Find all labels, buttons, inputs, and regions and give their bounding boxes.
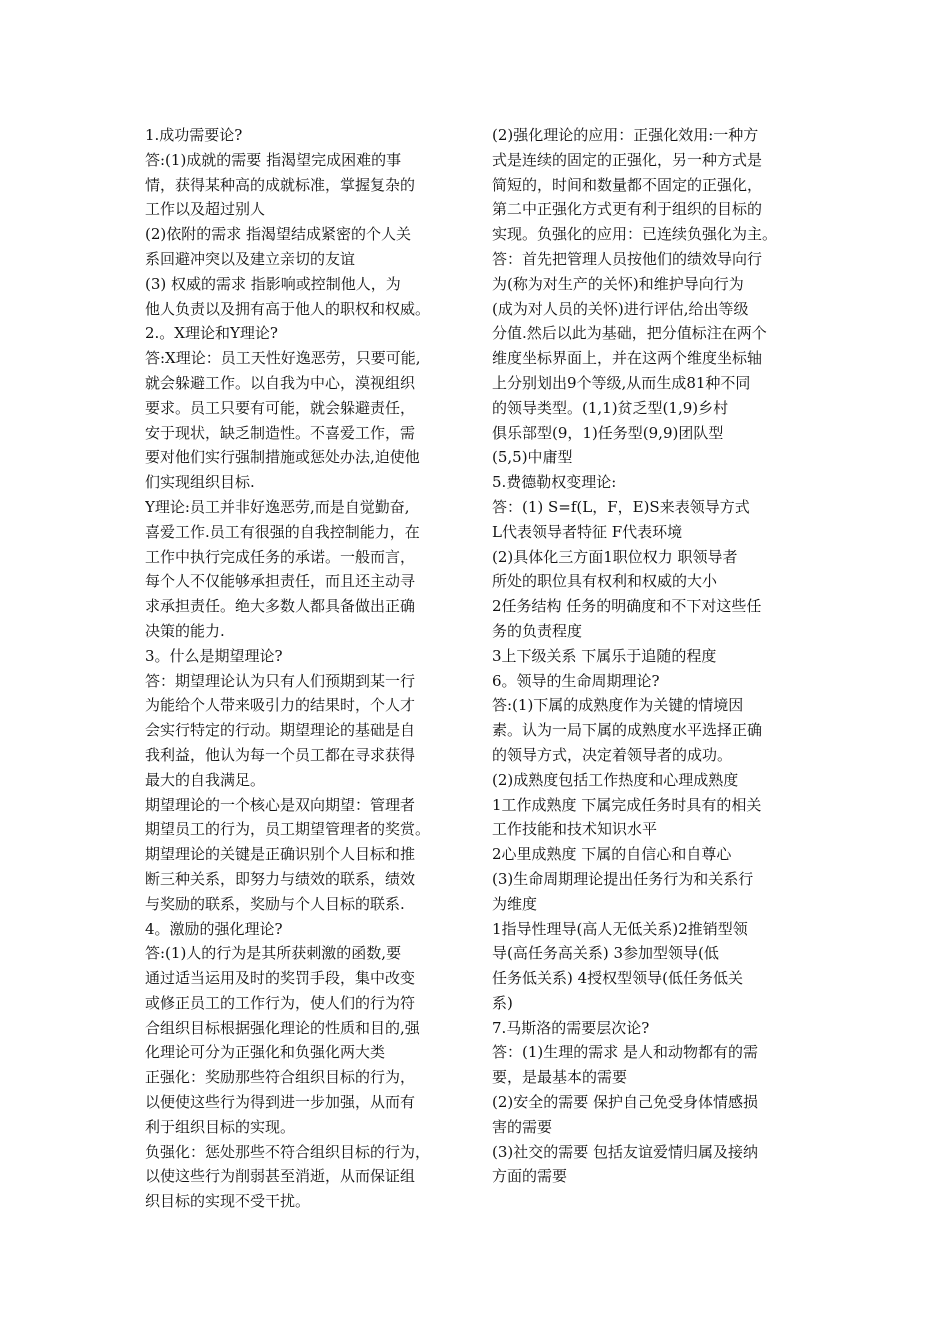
right-text-line: 简短的，时间和数量都不固定的正强化， — [492, 175, 763, 194]
right-text-line: 导(高任务高关系) 3参加型领导(低 — [492, 944, 719, 963]
right-text-line: 答：(1) S=f(L，F，E)S来表领导方式 — [492, 497, 750, 516]
right-text-line: 素。认为一局下属的成熟度水平选择正确 — [492, 721, 763, 740]
right-text-line: 所处的职位具有权利和权威的大小 — [492, 572, 718, 591]
right-text-line: (2)安全的需要 保护自己免受身体情感损 — [492, 1093, 759, 1112]
left-text-line: 4。激励的强化理论? — [145, 919, 283, 938]
right-text-line: 答：(1)生理的需求 是人和动物都有的需 — [492, 1043, 759, 1062]
right-text-line: 俱乐部型(9，1)任务型(9,9)团队型 — [492, 423, 724, 442]
right-text-line: 2任务结构 任务的明确度和不下对这些任 — [492, 597, 762, 616]
right-text-line: 答：首先把管理人员按他们的绩效导向行 — [492, 249, 763, 268]
left-text-line: 期望理论的一个核心是双向期望：管理者 — [145, 795, 416, 814]
right-text-line: 要，是最基本的需要 — [492, 1068, 628, 1087]
right-text-line: 方面的需要 — [492, 1167, 568, 1186]
right-text-line: (3)社交的需要 包括友谊爱情归属及接纳 — [492, 1142, 759, 1161]
left-text-line: 工作以及超过别人 — [145, 200, 266, 219]
right-text-line: 3上下级关系 下属乐于追随的程度 — [492, 646, 717, 665]
right-text-line: 分值.然后以此为基础，把分值标注在两个 — [492, 324, 767, 343]
right-text-line: 答:(1)下属的成熟度作为关键的情境因 — [492, 696, 744, 715]
right-text-line: 上分别划出9个等级,从而生成81种不同 — [492, 373, 751, 392]
left-text-line: 利于组织目标的实现。 — [145, 1117, 296, 1136]
right-text-line: 为维度 — [492, 894, 538, 913]
right-text-line: 的领导方式，决定着领导者的成功。 — [492, 745, 733, 764]
left-text-line: 与奖励的联系，奖励与个人目标的联系. — [145, 894, 405, 913]
right-text-line: 1工作成熟度 下属完成任务时具有的相关 — [492, 795, 762, 814]
left-text-column — [145, 123, 480, 1214]
left-text-line: Y理论:员工并非好逸恶劳,而是自觉勤奋, — [145, 497, 410, 516]
left-text-line: 求承担责任。绝大多数人都具备做出正确 — [145, 597, 416, 616]
left-text-line: 期望理论的关键是正确识别个人目标和推 — [145, 845, 416, 864]
left-text-line: 答:X理论：员工天性好逸恶劳，只要可能, — [145, 349, 421, 368]
right-text-line: (3)生命周期理论提出任务行为和关系行 — [492, 869, 754, 888]
left-text-line: 1.成功需要论? — [145, 126, 243, 144]
left-text-line: 喜爱工作.员工有很强的自我控制能力，在 — [145, 522, 420, 541]
left-text-line: 断三种关系，即努力与绩效的联系，绩效 — [145, 869, 416, 888]
left-text-line: 我利益，他认为每一个员工都在寻求获得 — [145, 745, 416, 764]
left-text-line: 3。什么是期望理论? — [145, 646, 283, 665]
right-text-line: 6。领导的生命周期理论? — [492, 671, 660, 690]
right-text-line: 务的负责程度 — [492, 621, 583, 640]
left-text-line: 会实行特定的行动。期望理论的基础是自 — [145, 721, 416, 740]
right-text-line: 2心里成熟度 下属的自信心和自尊心 — [492, 845, 732, 864]
right-text-line: 的领导类型。(1,1)贫乏型(1,9)乡村 — [492, 398, 729, 417]
left-text-line: (3) 权威的需求 指影响或控制他人，为 — [145, 274, 401, 293]
left-text-line: 为能给个人带来吸引力的结果时，个人才 — [145, 696, 416, 715]
right-text-line: (2)具体化三方面1职位权力 职领导者 — [492, 547, 738, 566]
right-text-line: (2)成熟度包括工作热度和心理成熟度 — [492, 770, 739, 789]
left-text-line: 期望员工的行为，员工期望管理者的奖赏。 — [145, 820, 431, 839]
right-text-line: 任务低关系) 4授权型领导(低任务低关 — [492, 969, 744, 988]
left-text-line: 以使这些行为削弱甚至消逝，从而保证组 — [145, 1167, 416, 1186]
right-text-column — [492, 123, 810, 1189]
left-text-line: 合组织目标根据强化理论的性质和目的,强 — [145, 1018, 420, 1037]
left-text-line: 情，获得某种高的成就标准，掌握复杂的 — [145, 175, 416, 194]
left-text-line: 他人负责以及拥有高于他人的职权和权威。 — [145, 299, 431, 318]
left-text-line: 答:(1)人的行为是其所获刺激的函数,要 — [145, 944, 402, 963]
right-text-line: 为(称为对生产的关怀)和维护导向行为 — [492, 274, 744, 293]
left-text-line: 通过适当运用及时的奖罚手段，集中改变 — [145, 969, 416, 988]
left-text-line: 要对他们实行强制措施或惩处办法,迫使他 — [145, 448, 420, 467]
left-text-line: 正强化：奖励那些符合组织目标的行为， — [145, 1068, 416, 1087]
right-text-line: 式是连续的固定的正强化，另一种方式是 — [492, 150, 763, 169]
right-text-line: 工作技能和技术知识水平 — [492, 820, 658, 839]
right-text-line: (5,5)中庸型 — [492, 448, 573, 467]
left-text-line: 工作中执行完成任务的承诺。一般而言， — [145, 547, 416, 566]
left-text-line: 每个人不仅能够承担责任，而且还主动寻 — [145, 572, 416, 591]
left-text-line: 要求。员工只要有可能，就会躲避责任， — [145, 398, 416, 417]
left-text-line: 安于现状，缺乏制造性。不喜爱工作，需 — [145, 423, 416, 442]
right-text-line: 第二中正强化方式更有利于组织的目标的 — [492, 200, 763, 219]
left-text-line: 答：期望理论认为只有人们预期到某一行 — [145, 671, 416, 690]
right-text-line: L代表领导者特征 F代表环境 — [492, 522, 683, 541]
right-text-line: 实现。负强化的应用：已连续负强化为主。 — [492, 225, 778, 244]
right-text-line: 5.费德勒权变理论: — [492, 473, 617, 492]
left-text-line: 2.。X理论和Y理论? — [145, 324, 278, 343]
left-text-line: 决策的能力. — [145, 621, 225, 640]
right-text-line: (成为对人员的关怀)进行评估,给出等级 — [492, 299, 749, 318]
right-text-line: 系) — [492, 993, 513, 1012]
left-text-line: 以便使这些行为得到进一步加强，从而有 — [145, 1093, 416, 1112]
left-text-line: 系回避冲突以及建立亲切的友谊 — [145, 249, 356, 268]
right-text-line: 7.马斯洛的需要层次论? — [492, 1018, 650, 1037]
right-text-line: (2)强化理论的应用：正强化效用:一种方 — [492, 126, 759, 144]
left-text-line: 织目标的实现不受干扰。 — [145, 1192, 311, 1211]
right-text-line: 维度坐标界面上，并在这两个维度坐标轴 — [492, 349, 763, 368]
left-text-line: 或修正员工的工作行为，使人们的行为符 — [145, 993, 416, 1012]
left-text-line: 就会躲避工作。以自我为中心，漠视组织 — [145, 373, 416, 392]
right-text-line: 害的需要 — [492, 1117, 553, 1136]
left-text-line: 最大的自我满足。 — [145, 770, 266, 789]
left-text-line: 负强化：惩处那些不符合组织目标的行为， — [145, 1142, 431, 1161]
left-text-line: 们实现组织目标. — [145, 473, 255, 492]
right-text-line: 1指导性理导(高人无低关系)2推销型领 — [492, 919, 748, 938]
left-text-line: 答:(1)成就的需要 指渴望完成困难的事 — [145, 150, 402, 169]
left-text-line: 化理论可分为正强化和负强化两大类 — [145, 1043, 386, 1062]
left-text-line: (2)依附的需求 指渴望结成紧密的个人关 — [145, 225, 412, 244]
